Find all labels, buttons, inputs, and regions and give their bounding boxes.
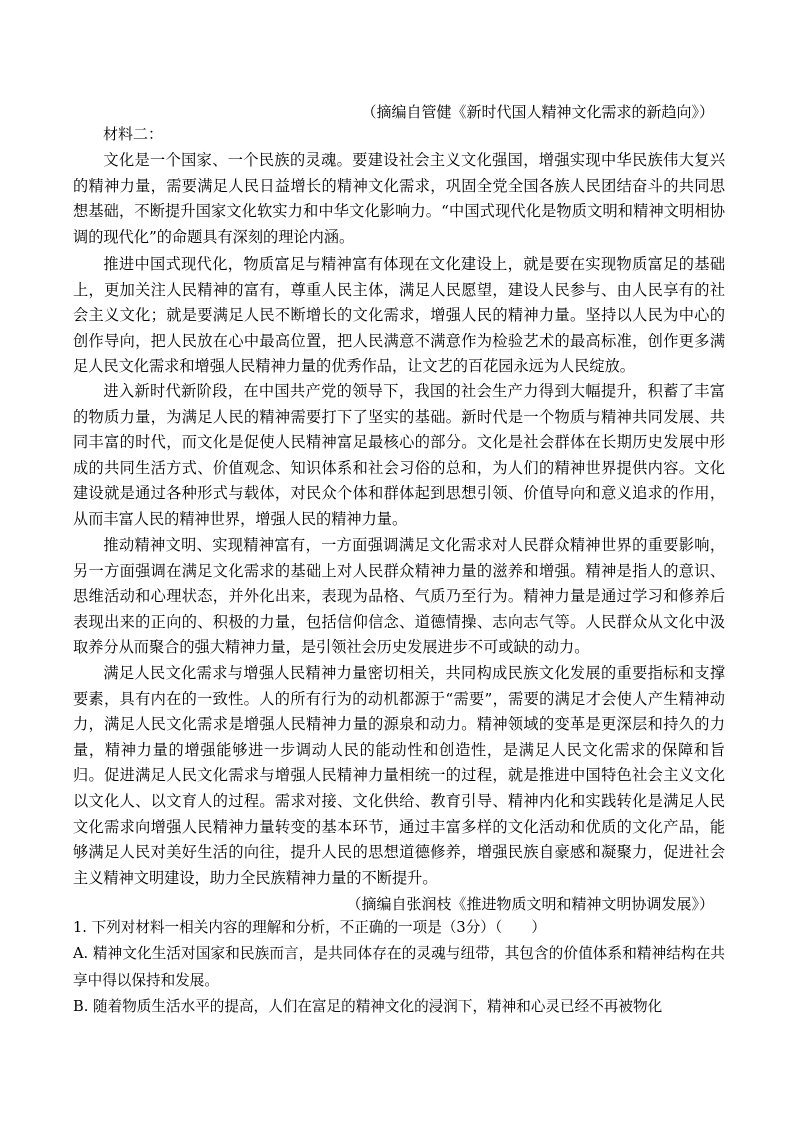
source-citation-top: （摘编自管健《新时代国人精神文化需求的新趋向》） — [361, 103, 714, 121]
option-a: A. 精神文化生活对国家和民族而言，是共同体存在的灵魂与纽带，其包含的价值体系和精神结构在共享中得以保持和发展。 — [73, 945, 725, 989]
paragraph-4: 推动精神文明、实现精神富有，一方面强调满足文化需求对人民群众精神世界的重要影响，另一方面强调在满足文化需求的基础上对人民群众精神力量的滋养和增强。精神是指人的意识、思维活动和心理状态，并外化出来，表现为品格、气质乃至行为。精神力量是通过学习和修养后表现出来的正向的、积极的力量，包括信仰信念、道德情操、志向志气等。人民群众从文化中汲取养分从而聚合的强大精神力量，是引领社会历史发展进步不可或缺的动力。 — [73, 536, 725, 657]
material-heading: 材料二： — [103, 125, 164, 143]
paragraph-5: 满足人民文化需求与增强人民精神力量密切相关，共同构成民族文化发展的重要指标和支撑要素，具有内在的一致性。人的所有行为的动机都源于“需要”，需要的满足才会使人产生精神动力，满足人民文化需求是增强人民精神力量的源泉和动力。精神领域的变革是更深层和持久的力量，精神力量的增强能够进一步调动人民的能动性和创造性，是满足人民文化需求的保障和旨归。促进满足人民文化需求与增强人民精神力量相统一的过程，就是推进中国特色社会主义文化以文化人、以文育人的过程。需求对接、文化供给、教育引导、精神内化和实践转化是满足人民文化需求向增强人民精神力量转变的基本环节，通过丰富多样的文化活动和优质的文化产品，能够满足人民对美好生活的向往，提升人民的思想道德修养，增强民族自豪感和凝聚力，促进社会主义精神文明建设，助力全民族精神力量的不断提升。 — [73, 664, 725, 887]
paragraph-1: 文化是一个国家、一个民族的灵魂。要建设社会主义文化强国，增强实现中华民族伟大复兴的精神力量，需要满足人民日益增长的精神文化需求，巩固全党全国各族人民团结奋斗的共同思想基础，不断提升国家文化软实力和中华文化影响力。“中国式现代化是物质文明和精神文明相协调的现代化”的命题具有深刻的理论内涵。 — [73, 151, 725, 246]
option-b: B. 随着物质生活水平的提高，人们在富足的精神文化的浸润下，精神和心灵已经不再被物化 — [73, 998, 663, 1015]
question-1: 1. 下列对材料一相关内容的理解和分析，不正确的一项是（3分）（ ） — [73, 919, 546, 936]
paragraph-3: 进入新时代新阶段，在中国共产党的领导下，我国的社会生产力得到大幅提升，积蓄了丰富的物质力量，为满足人民的精神需要打下了坚实的基础。新时代是一个物质与精神共同发展、共同丰富的时代，而文化是促使人民精神富足最核心的部分。文化是社会群体在长期历史发展中形成的共同生活方式、价值观念、知识体系和社会习俗的总和，为人们的精神世界提供内容。文化建设就是通过各种形式与载体，对民众个体和群体起到思想引领、价值导向和意义追求的作用，从而丰富人民的精神世界，增强人民的精神力量。 — [73, 382, 725, 528]
source-citation-bottom: （摘编自张润枝《推进物质文明和精神文明协调发展》） — [346, 895, 714, 913]
paragraph-2: 推进中国式现代化，物质富足与精神富有体现在文化建设上，就是要在实现物质富足的基础上，更加关注人民精神的富有，尊重人民主体，满足人民愿望，建设人民参与、由人民享有的社会主义文化；就是要满足人民不断增长的文化需求，增强人民的精神力量。坚持以人民为中心的创作导向，把人民放在心中最高位置，把人民满意不满意作为检验艺术的最高标准，创作更多满足人民文化需求和增强人民精神力量的优秀作品，让文艺的百花园永远为人民绽放。 — [73, 255, 725, 376]
